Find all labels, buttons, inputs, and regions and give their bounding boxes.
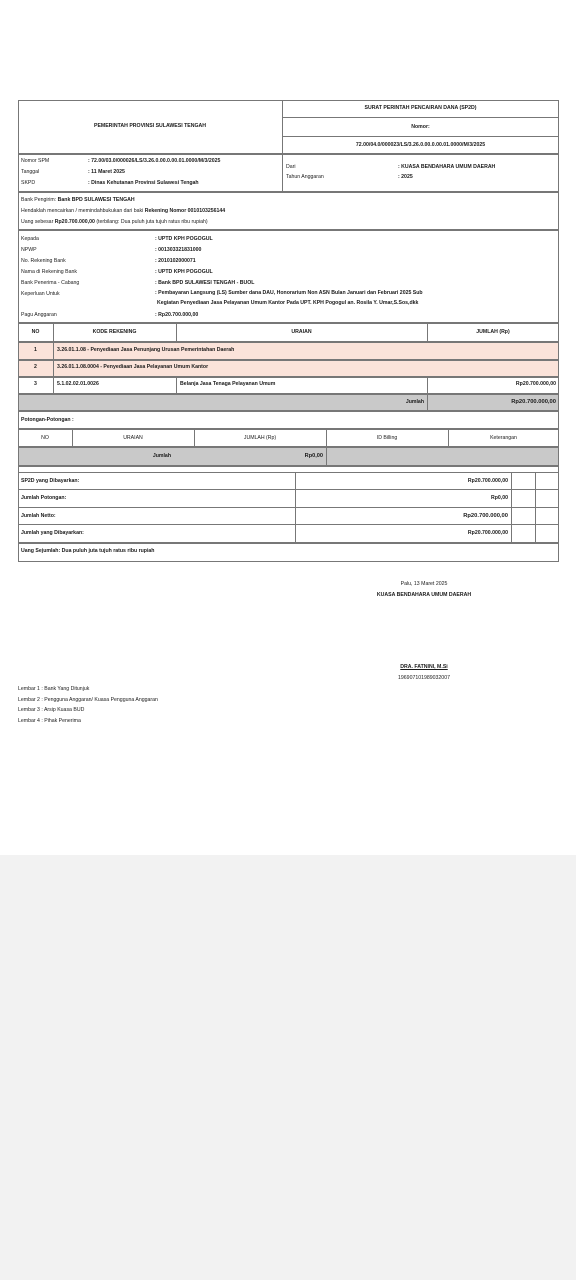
terbilang-value: Dua puluh juta tujuh ratus ribu rupiah	[61, 548, 155, 554]
lembar-item: Lembar 1 : Bank Yang Ditunjuk	[18, 686, 90, 692]
org-name: PEMERINTAH PROVINSI SULAWESI TENGAH	[93, 123, 207, 129]
tahun-value: : 2025	[398, 174, 413, 180]
potongan-title: Potongan-Potongan :	[21, 417, 74, 423]
signature-nip: 196907101989032007	[398, 675, 450, 681]
main-total-value: Rp20.700.000,00	[511, 399, 556, 405]
pagu-label: Pagu Anggaran	[21, 312, 57, 318]
terbilang-text	[21, 548, 154, 554]
kepada-label: Kepada	[21, 236, 39, 242]
potongan-total-value: Rp0,00	[304, 453, 323, 459]
terbilang-label: Uang Sejumlah:	[21, 548, 61, 554]
col-jumlah: JUMLAH (Rp)	[476, 329, 510, 335]
signature-place-date: Palu, 13 Maret 2025	[400, 581, 448, 587]
signature-role: KUASA BENDAHARA UMUM DAERAH	[376, 592, 472, 598]
row-no: 1	[34, 347, 37, 353]
nomor-label: Nomor:	[411, 124, 430, 130]
col-no: NO	[31, 329, 40, 335]
sp2d-document	[18, 100, 559, 562]
summary-label: Jumlah Netto:	[21, 513, 56, 519]
keperluan-line1: : Pembayaran Langsung (LS) Sumber dana DAU, Honorarium Non ASN Bulan Januari dan Februari 2025 Sub	[155, 290, 423, 296]
norek-value: : 2010102000071	[155, 258, 196, 264]
summary-label: SP2D yang Dibayarkan:	[21, 478, 80, 484]
potongan-col-uraian: URAIAN	[123, 435, 143, 441]
summary-value: Rp20.700.000,00	[467, 530, 508, 536]
summary-label: Jumlah yang Dibayarkan:	[21, 530, 84, 536]
skpd-value: : Dinas Kehutanan Provinsi Sulawesi Tengah	[88, 180, 199, 186]
npwp-value: : 001303321831000	[155, 247, 202, 253]
lembar-item: Lembar 3 : Arsip Kuasa BUD	[18, 707, 85, 713]
potongan-col-jumlah: JUMLAH (Rp)	[243, 435, 277, 441]
spm-value: : 72.00/03.0/000026/LS/3.26.0.00.0.00.01.0000/M/3/2025	[88, 158, 221, 164]
lembar-item: Lembar 4 : Pihak Penerima	[18, 718, 81, 724]
keperluan-line2: Kegiatan Penyediaan Jasa Pelayanan Umum Kantor Pada UPT. KPH Pogogul an. Rosila Y. Umar,S.Sos,dkk	[157, 300, 419, 306]
dari-value: : KUASA BENDAHARA UMUM DAERAH	[398, 164, 496, 170]
lembar-item: Lembar 2 : Pengguna Anggaran/ Kuasa Pengguna Anggaran	[18, 697, 158, 703]
potongan-title-row	[18, 411, 559, 429]
row-uraian: Belanja Jasa Tenaga Pelayanan Umum	[180, 381, 276, 387]
uang-label: Uang sebesar	[21, 219, 54, 225]
potongan-col-no: NO	[41, 435, 49, 441]
potongan-col-keterangan: Keterangan	[490, 435, 517, 441]
main-total-label: Jumlah	[405, 399, 424, 405]
row-no: 2	[34, 364, 37, 370]
doc-title: SURAT PERINTAH PENCAIRAN DANA (SP2D)	[364, 105, 477, 111]
pagu-value: : Rp20.700.000,00	[155, 312, 199, 318]
nama-rekening-label: Nama di Rekening Bank	[21, 269, 77, 275]
kepada-value: : UPTD KPH POGOGUL	[155, 236, 213, 242]
spm-label: Nomor SPM	[21, 158, 50, 164]
tahun-label: Tahun Anggaran	[286, 174, 324, 180]
potongan-col-id-billing: ID Billing	[376, 435, 398, 441]
keperluan-label: Keperluan Untuk	[21, 291, 60, 297]
potongan-total-label: Jumlah	[152, 453, 171, 459]
uang-terbilang: (terbilang: Dua puluh juta tujuh ratus ribu rupiah)	[96, 219, 208, 225]
col-kode-rekening: KODE REKENING	[92, 329, 137, 335]
tanggal-label: Tanggal	[21, 169, 40, 175]
skpd-label: SKPD	[21, 180, 36, 186]
nama-rekening-value: : UPTD KPH POGOGUL	[155, 269, 213, 275]
instruksi-text: Hendaklah mencairkan / memindahbukukan dari baki	[21, 208, 144, 214]
penerima-block	[18, 230, 559, 323]
npwp-label: NPWP	[21, 247, 37, 253]
viewer-background	[0, 855, 576, 1280]
bank-penerima-label: Bank Penerima - Cabang	[21, 280, 80, 286]
summary-value: Rp20.700.000,00	[463, 513, 508, 519]
bank-penerima-value: : Bank BPD SULAWESI TENGAH - BUOL	[155, 280, 255, 286]
row-kode: 5.1.02.02.01.0026	[57, 381, 99, 387]
summary-label: Jumlah Potongan:	[21, 495, 67, 501]
bank-pengirim-label: Bank Pengirim:	[21, 197, 57, 203]
uang-value: Rp20.700.000,00	[54, 219, 95, 225]
signature-name: DRA. FATNINI, M.Si	[400, 664, 448, 670]
dari-label: Dari	[286, 164, 296, 170]
rekening-value: Rekening Nomor 0010103256144	[144, 208, 226, 214]
col-uraian: URAIAN	[291, 329, 312, 335]
nomor-value: 72.00/04.0/000023/LS/3.26.0.00.0.00.01.0000/M/3/2025	[355, 142, 486, 148]
bank-instruksi	[21, 208, 225, 214]
tanggal-value: : 11 Maret 2025	[88, 169, 125, 175]
row-kode: 3.26.01.1.08.0004 - Penyediaan Jasa Pelayanan Umum Kantor	[57, 364, 209, 370]
uang-sebesar	[21, 219, 208, 225]
bank-pengirim	[21, 197, 135, 203]
row-kode: 3.26.01.1.08 - Penyediaan Jasa Penunjang Urusan Pemerintahan Daerah	[57, 347, 235, 353]
norek-label: No. Rekening Bank	[21, 258, 66, 264]
summary-value: Rp20.700.000,00	[467, 478, 508, 484]
summary-value: Rp0,00	[490, 495, 508, 501]
row-jumlah: Rp20.700.000,00	[515, 381, 556, 387]
bank-pengirim-value: Bank BPD SULAWESI TENGAH	[57, 197, 135, 203]
row-no: 3	[34, 381, 37, 387]
